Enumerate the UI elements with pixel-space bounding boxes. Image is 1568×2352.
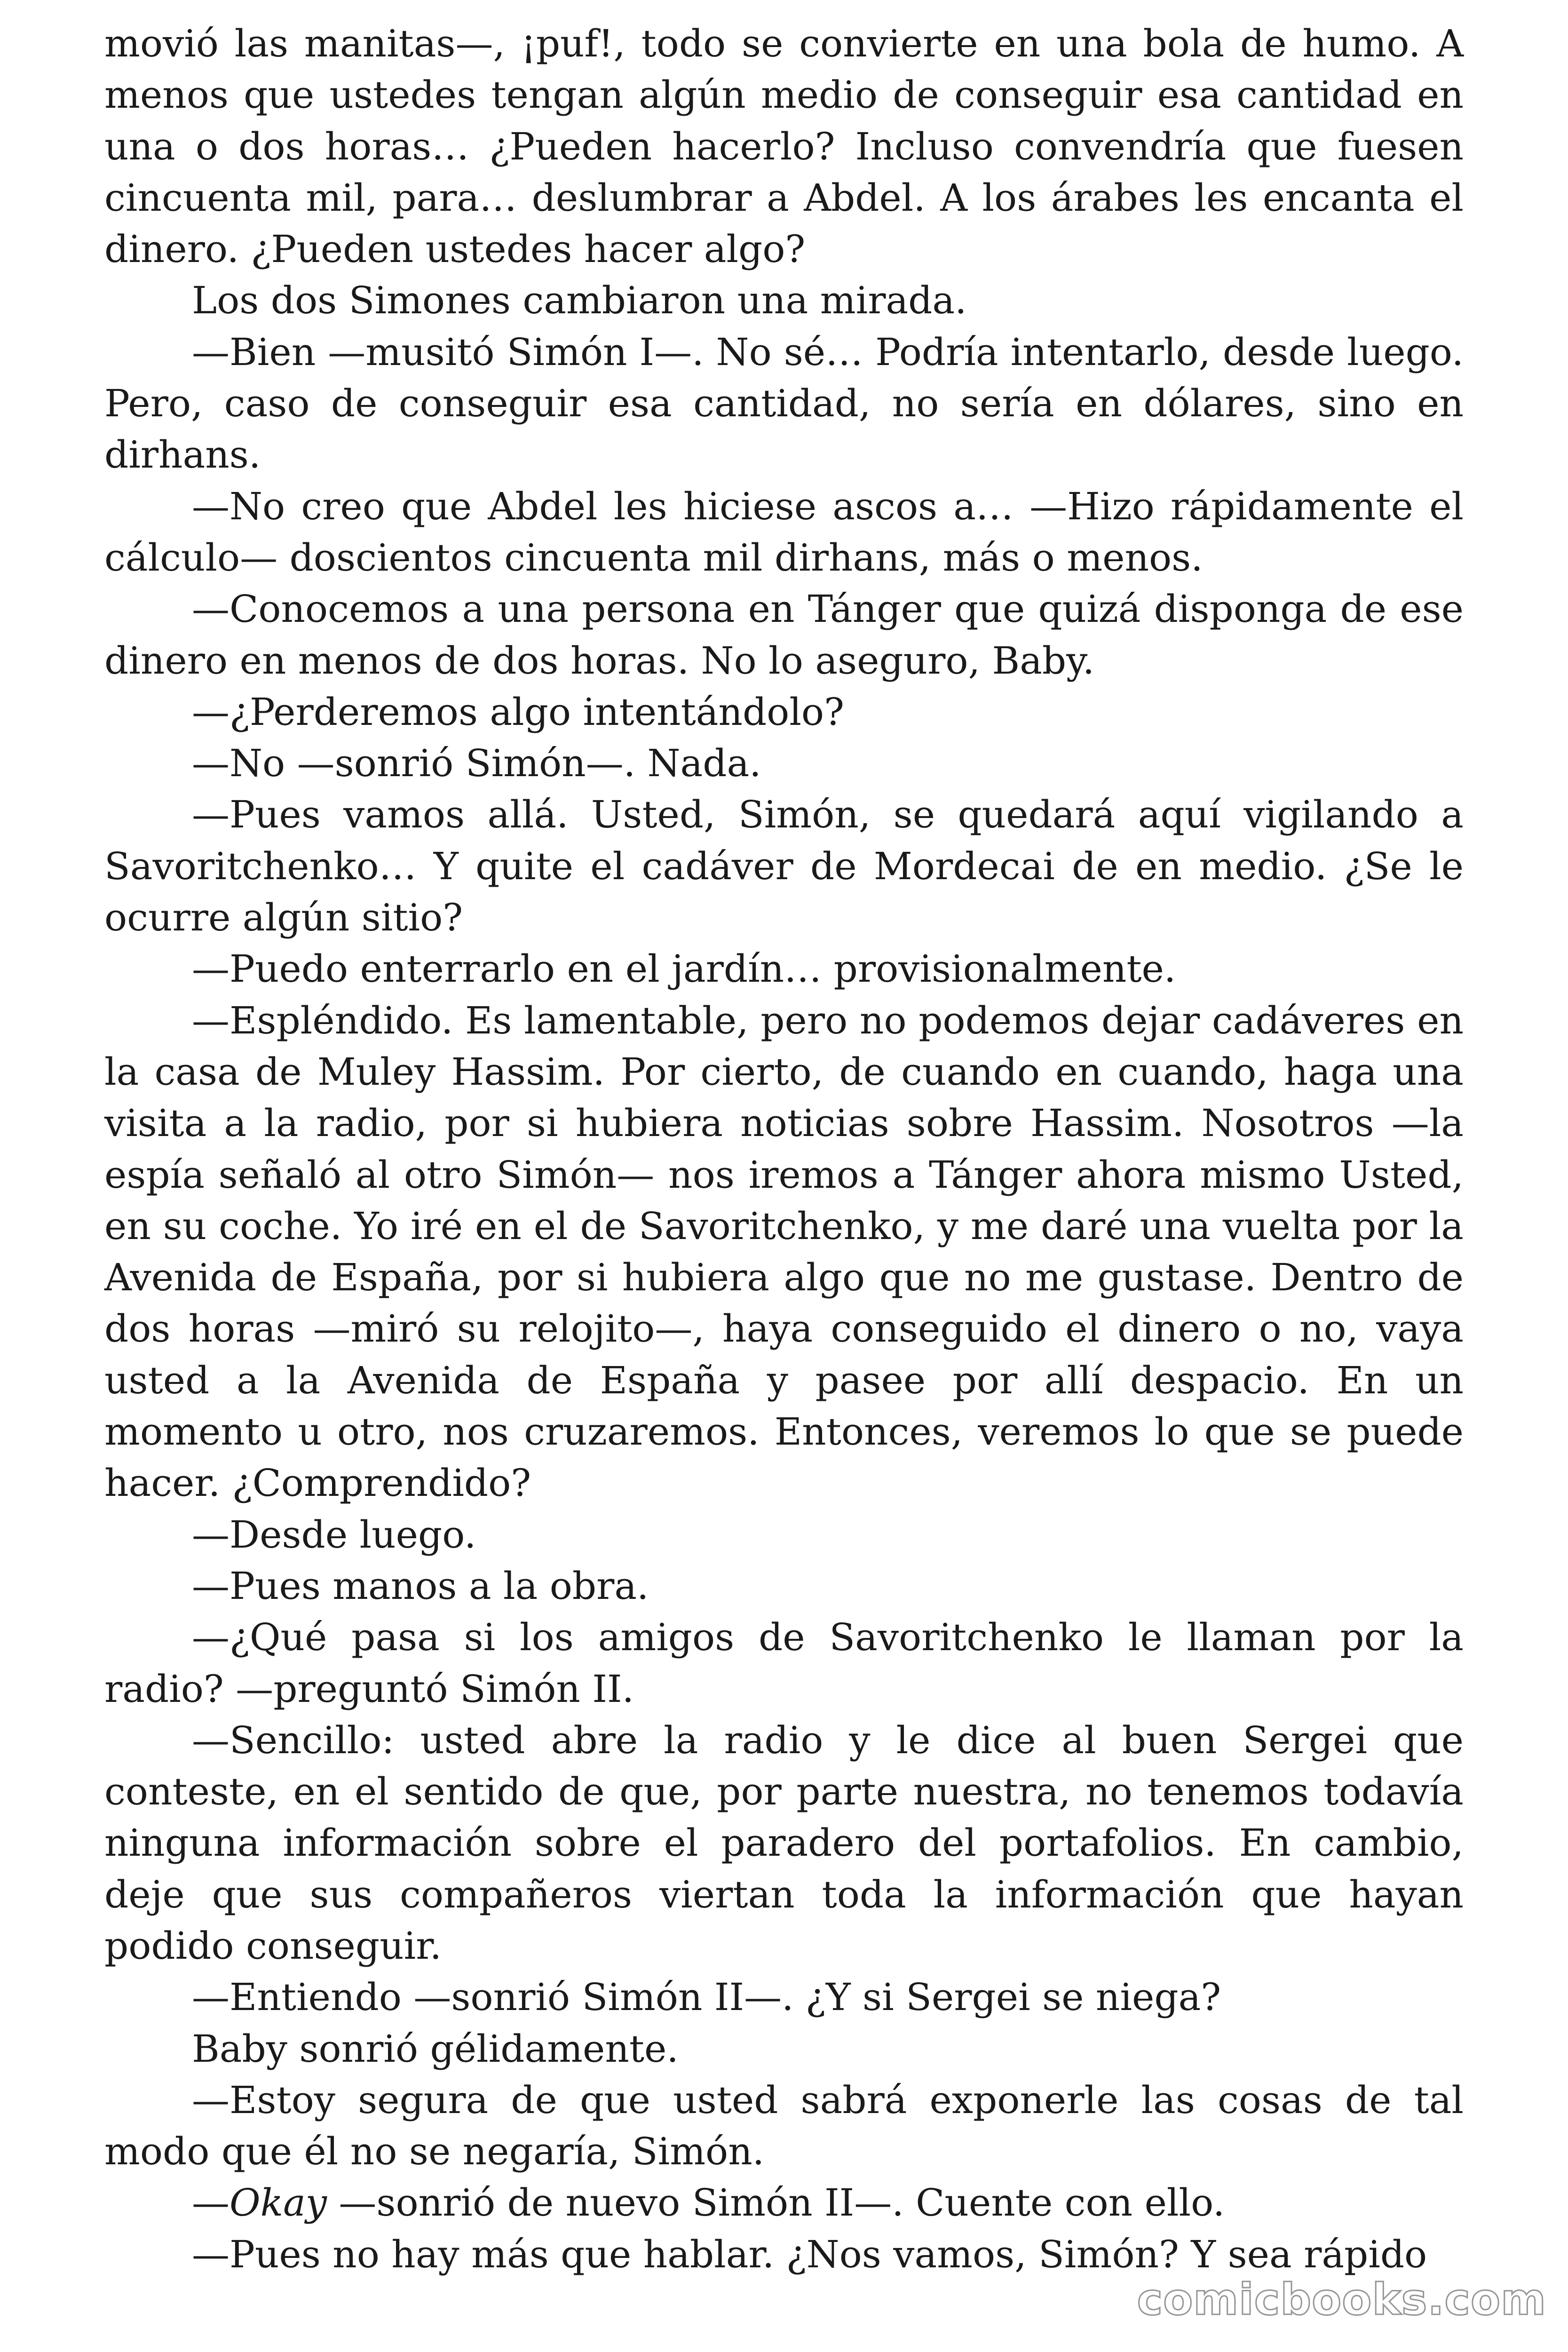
- paragraph-6: —¿Perderemos algo intentándolo?: [192, 690, 844, 734]
- paragraph-16: Baby sonrió gélidamente.: [192, 2026, 679, 2071]
- okay-italic-word: Okay: [230, 2181, 327, 2225]
- paragraph-12: —Pues manos a la obra.: [192, 1564, 649, 1608]
- okay-lead: —: [192, 2181, 230, 2225]
- paragraph-17: —Estoy segura de que usted sabrá exponerle las cosas de tal modo que él no se negaría, Simón.: [104, 2078, 1464, 2174]
- paragraph-1: movió las manitas—, ¡puf!, todo se convierte en una bola de humo. A menos que ustedes tengan algún medio de conseguir esa cantidad en una o dos horas… ¿Pueden hacerlo? Incluso convendría que fuesen cincuenta mil, para… deslumbrar a Abdel. A los árabes les encanta el dinero. ¿Pueden ustedes hacer algo?: [104, 22, 1464, 271]
- paragraph-14: —Sencillo: usted abre la radio y le dice al buen Sergei que conteste, en el sentido de que, por parte nuestra, no tenemos todavía ninguna información sobre el paradero del portafolios. En cambio, deje que sus compañeros viertan toda la información que hayan podido conseguir.: [104, 1718, 1464, 1968]
- paragraph-15: —Entiendo —sonrió Simón II—. ¿Y si Sergei se niega?: [192, 1975, 1221, 2019]
- paragraph-okay: [104, 2177, 1464, 2228]
- paragraph-10: —Espléndido. Es lamentable, pero no podemos dejar cadáveres en la casa de Muley Hassim. Por cierto, de cuando en cuando, haga una visita a la radio, por si hubiera noticias sobre Hassim. Nosotros —la espía señaló al otro Simón— nos iremos a Tánger ahora mismo Usted, en su coche. Yo iré en el de Savoritchenko, y me daré una vuelta por la Avenida de España, por si hubiera algo que no me gustase. Dentro de dos horas —miró su relojito—, haya conseguido el dinero o no, vaya usted a la Avenida de España y pasee por allí despacio. En un momento u otro, nos cruzaremos. Entonces, veremos lo que se puede hacer. ¿Comprendido?: [104, 998, 1464, 1505]
- paragraph-11: —Desde luego.: [192, 1512, 476, 1557]
- okay-rest: —sonrió de nuevo Simón II—. Cuente con ello.: [326, 2181, 1225, 2225]
- paragraph-9: —Puedo enterrarlo en el jardín… provisionalmente.: [192, 947, 1176, 991]
- watermark-logo: comicbooks.com: [1137, 2274, 1546, 2325]
- paragraph-3: —Bien —musitó Simón I—. No sé… Podría intentarlo, desde luego. Pero, caso de conseguir esa cantidad, no sería en dólares, sino en dirhans.: [104, 330, 1464, 477]
- paragraph-7: —No —sonrió Simón—. Nada.: [192, 741, 761, 786]
- paragraph-8: —Pues vamos allá. Usted, Simón, se quedará aquí vigilando a Savoritchenko… Y quite el cadáver de Mordecai de en medio. ¿Se le ocurre algún sitio?: [104, 793, 1464, 940]
- paragraph-4: —No creo que Abdel les hiciese ascos a… —Hizo rápidamente el cálculo— doscientos cincuenta mil dirhans, más o menos.: [104, 484, 1464, 580]
- book-page: [104, 0, 1464, 2280]
- paragraph-19: —Pues no hay más que hablar. ¿Nos vamos, Simón? Y sea rápido: [192, 2232, 1427, 2276]
- paragraph-2: Los dos Simones cambiaron una mirada.: [192, 278, 967, 323]
- paragraph-5: —Conocemos a una persona en Tánger que quizá disponga de ese dinero en menos de dos horas. No lo aseguro, Baby.: [104, 587, 1464, 683]
- paragraph-13: —¿Qué pasa si los amigos de Savoritchenko le llaman por la radio? —preguntó Simón II.: [104, 1615, 1464, 1711]
